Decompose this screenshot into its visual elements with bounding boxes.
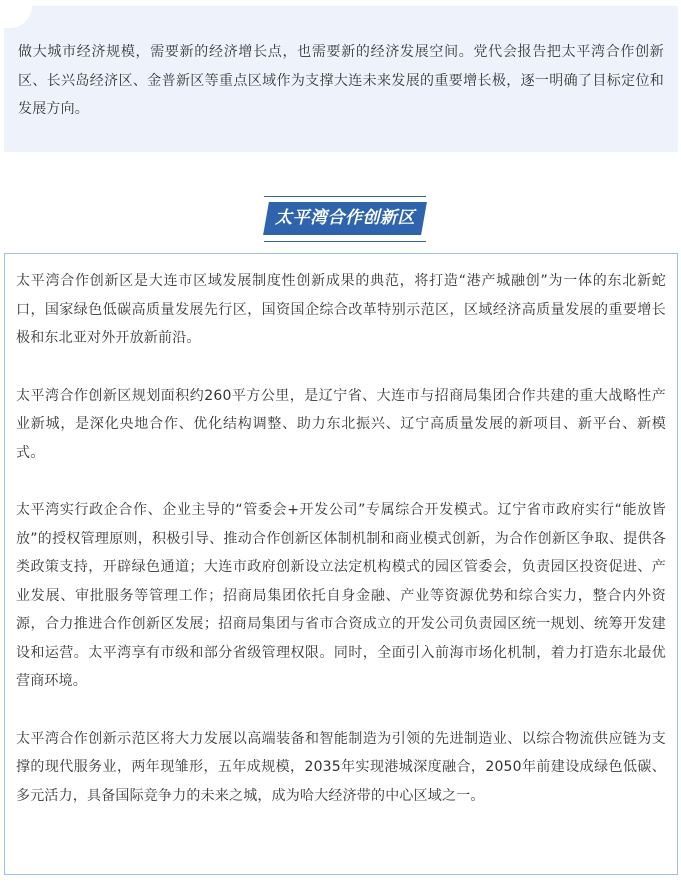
content-paragraph-1: 太平湾合作创新区是大连市区域发展制度性创新成果的典范，将打造“港产城融创”为一体的东北新蛇口，国家绿色低碳高质量发展先行区，国资国企综合改革特别示范区，区域经济高质量发展的重要增长极和东北亚对外开放新前沿。 [16, 273, 666, 346]
content-paragraph-4: 太平湾合作创新示范区将大力发展以高端装备和智能制造为引领的先进制造业、以综合物流供应链为支撑的现代服务业，两年现雏形，五年成规模，2035年实现港城深度融合，2050年前建设成绿色低碳、多元活力，具备国际竞争力的未来之城，成为哈大经济带的中心区域之一。 [16, 730, 666, 804]
content-paragraph-3: 太平湾实行政企合作、企业主导的“管委会+开发公司”专属综合开发模式。辽宁省市政府实行“能放皆放”的授权管理原则，积极引导、推动合作创新区体制机制和商业模式创新，为合作创新区争取、提供各类政策支持，开辟绿色通道；大连市政府创新设立法定机构模式的园区管委会，负责园区投资促进、产业发展、审批服务等管理工作；招商局集团依托自身金融、产业等资源优势和综合实力，整合内外资源，合力推进合作创新区发展；招商局集团与省市合资成立的开发公司负责园区统一规划、统筹开发建设和运营。太平湾享有市级和部分省级管理权限。同时，全面引入前海市场化机制，着力打造东北最优营商环境。 [16, 502, 666, 689]
intro-box [4, 6, 678, 152]
section-title: 太平湾合作创新区 [275, 208, 415, 228]
title-bottom-rule [264, 241, 426, 242]
title-top-rule [264, 196, 426, 197]
content-paragraph-2: 太平湾合作创新区规划面积约260平方公里，是辽宁省、大连市与招商局集团合作共建的重大战略性产业新城，是深化央地合作、优化结构调整、助力东北振兴、辽宁高质量发展的新项目、新平台、新模式。 [16, 387, 666, 461]
section-content-box [4, 253, 678, 875]
intro-paragraph: 做大城市经济规模，需要新的经济增长点，也需要新的经济发展空间。党代会报告把太平湾合作创新区、长兴岛经济区、金普新区等重点区域作为支撑大连未来发展的重要增长极，逐一明确了目标定位和发展方向。 [18, 44, 664, 117]
section-title-banner [262, 196, 428, 244]
